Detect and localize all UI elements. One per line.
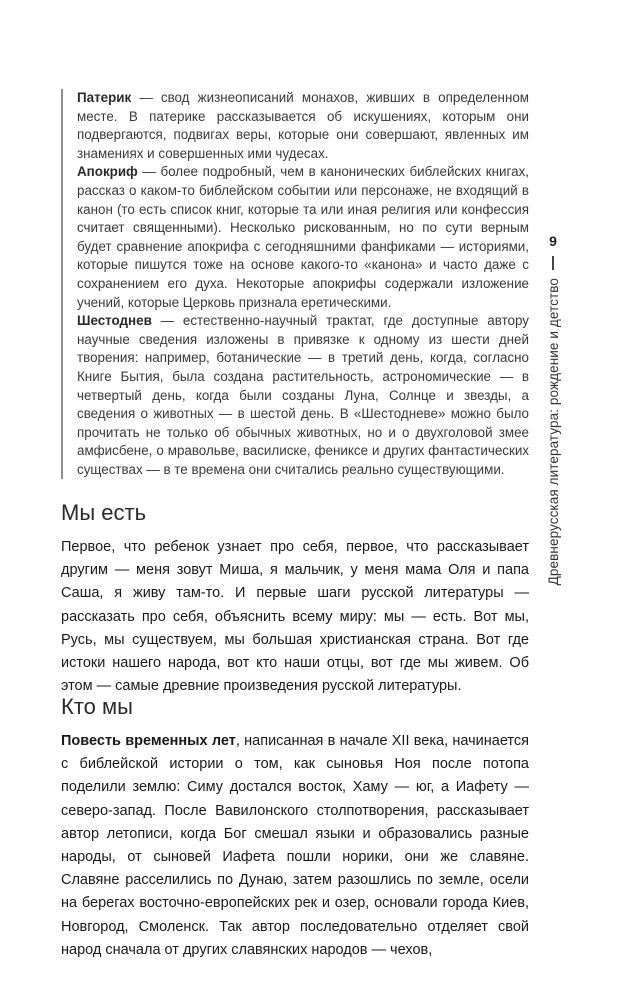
- section-paragraph-my-est: Первое, что ребенок узнает про себя, первое, что рассказывает другим — меня зовут Миша, я мальчик, у меня мама Оля и папа Саша, я живу там-то. И первые шаги русской литературы — рассказать про себя, объяснить всему миру: мы — есть. Вот мы, Русь, мы существуем, мы большая христианская страна. Вот где истоки нашего народа, вот кто наши отцы, вот где мы живем. Об этом — самые древние произведения русской литературы.: [61, 539, 529, 695]
- glossary-term: Апокриф: [77, 164, 138, 180]
- section-paragraph-kto-my: [61, 730, 529, 962]
- glossary-term: Патерик: [77, 90, 132, 105]
- page-number: 9: [549, 233, 557, 249]
- glossary-entry-apokrif: [77, 163, 529, 312]
- glossary-term: Шестоднев: [77, 313, 152, 329]
- running-header: [540, 232, 566, 585]
- work-title: Повесть временных лет: [61, 733, 236, 749]
- chapter-title: Древнерусская литература: рождение и детство: [545, 278, 561, 586]
- glossary-definition: — свод жизнеописаний монахов, живших в определенном месте. В патерике рассказывается об искушениях, которым они подвергаются, подвигах веры, которые они совершают, явленных им знамениях и совершенных ими чудесах.: [77, 90, 529, 161]
- glossary-entry-shestodnev: [77, 312, 529, 479]
- glossary-definition: — естественно-научный трактат, где доступные автору научные сведения изложены в привязке к одному из шести дней творения: например, ботанические — в третий день, когда, согласно Книге Бытия, была создана растительность, астрономические — в четвертый день, когда были созданы Луна, Солнце и звезды, а сведения о животных — в шестой день. В «Шестодневе» можно было прочитать не только об обычных животных, но и о двухголовой змее амфисбене, о мравольве, василиске, фениксе и других фантастических существах — в те времена они считались реально существующими.: [77, 313, 529, 477]
- glossary-sidebar: [61, 89, 529, 479]
- section-heading-my-est: Мы есть: [61, 500, 147, 525]
- glossary-entry-paterik: [77, 89, 529, 163]
- section-heading-kto-my: Кто мы: [61, 694, 133, 719]
- paragraph-text: , написанная в начале XII века, начинается с библейской истории о том, как сыновья Ноя после потопа поделили землю: Симу достался восток, Хаму — юг, а Иафету — северо-запад. После Вавилонского столпотворения, рассказывает автор летописи, когда Бог смешал языки и образовались разные народы, от сыновей Иафета пошли норики, они же славяне. Славяне расселились по Дунаю, затем разошлись по земле, осели на берегах восточно-европейских рек и озер, основали города Киев, Новгород, Смоленск. Так автор последовательно отделяет свой народ сначала от других славянских народов — чехов,: [61, 733, 529, 958]
- runner-divider: [552, 256, 554, 270]
- glossary-definition: — более подробный, чем в канонических библейских книгах, рассказ о каком-то библейском событии или персонаже, не входящий в канон (то есть список книг, которые та или иная религия или конфессия считает священными). Несколько рискованным, но по сути верным будет сравнение апокрифа с сегодняшними фанфиками — историями, которые пишутся тоже на основе какого-то «канона» и часто даже с сохранением его духа. Некоторые апокрифы содержали изложение учений, которые Церковь признала еретическими.: [77, 164, 529, 310]
